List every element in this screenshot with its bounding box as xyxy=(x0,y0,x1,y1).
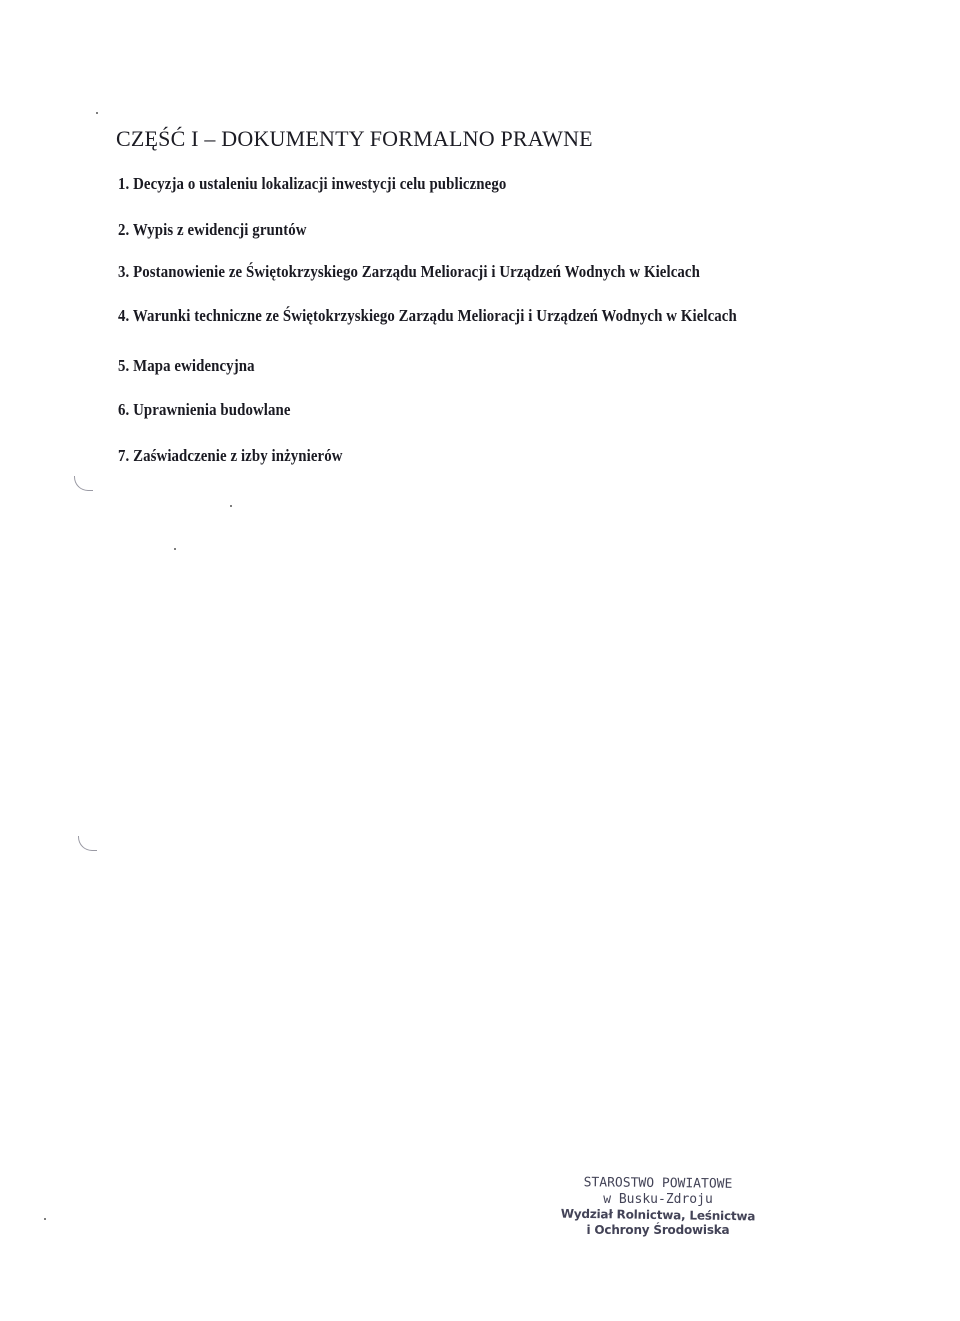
section-heading: CZĘŚĆ I – DOKUMENTY FORMALNO PRAWNE xyxy=(116,126,593,151)
binder-hole-mark xyxy=(74,476,93,491)
stamp-line-department: Wydział Rolnictwa, Leśnictwa xyxy=(560,1206,756,1224)
list-item: 6. Uprawnienia budowlane xyxy=(118,400,291,419)
scan-speck xyxy=(174,548,176,550)
stamp-line-town: w Busku-Zdroju xyxy=(603,1192,713,1207)
scan-speck xyxy=(44,1218,46,1220)
list-item: 3. Postanowienie ze Świętokrzyskiego Zarządu Melioracji i Urządzeń Wodnych w Kielcach xyxy=(118,262,700,281)
list-item: 7. Zaświadczenie z izby inżynierów xyxy=(118,446,343,465)
office-stamp xyxy=(548,1177,768,1239)
list-item: 1. Decyzja o ustaleniu lokalizacji inwestycji celu publicznego xyxy=(118,174,507,193)
stamp-line-division: i Ochrony Środowiska xyxy=(586,1223,730,1237)
binder-hole-mark xyxy=(78,836,97,851)
scan-speck xyxy=(96,112,98,114)
list-item: 2. Wypis z ewidencji gruntów xyxy=(118,220,307,239)
list-item: 5. Mapa ewidencyjna xyxy=(118,356,255,375)
stamp-line-office: STAROSTWO POWIATOWE xyxy=(583,1175,733,1192)
list-item: 4. Warunki techniczne ze Świętokrzyskiego Zarządu Melioracji i Urządzeń Wodnych w Kielcach xyxy=(118,306,737,325)
scan-speck xyxy=(230,505,232,507)
